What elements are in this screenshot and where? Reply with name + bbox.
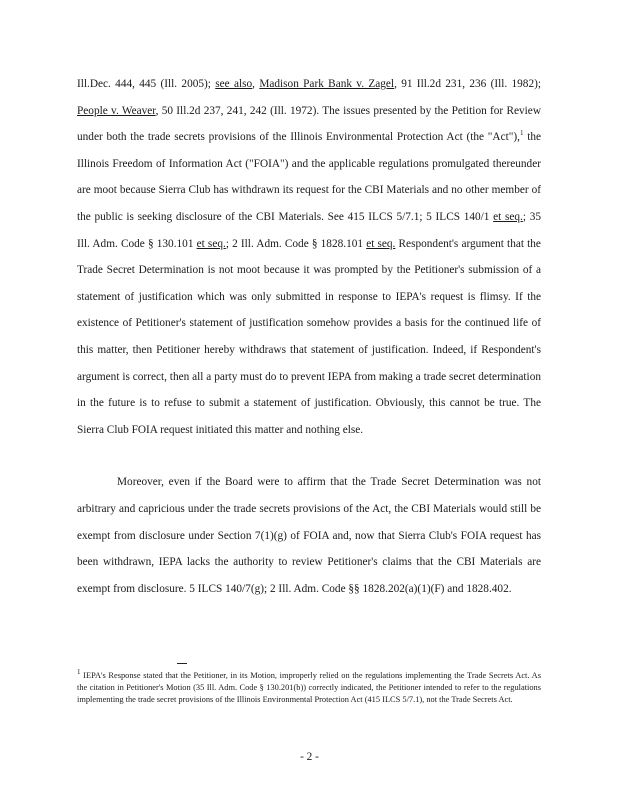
et-seq: et seq. <box>366 237 396 250</box>
citation-signal: see also <box>215 78 253 90</box>
text-run: ; 35 Ill. Adm. Code § 130.101 <box>77 210 541 250</box>
case-name: Madison Park Bank v. Zagel <box>259 78 395 90</box>
footnote-separator <box>177 663 187 664</box>
text-run: ; 2 Ill. Adm. Code § 1828.101 <box>225 237 367 250</box>
body-text <box>77 71 541 602</box>
et-seq: et seq. <box>493 210 523 223</box>
case-name: People v. Weaver <box>77 104 156 117</box>
footnote <box>77 670 541 707</box>
text-run: , 91 Ill.2d 231, 236 (Ill. 1982); <box>394 78 542 90</box>
et-seq: et seq. <box>196 237 226 250</box>
footnote-marker: 1 <box>77 668 81 677</box>
paragraph-1 <box>77 71 541 443</box>
footnote-text: IEPA's Response stated that the Petitioner, in its Motion, improperly relied on the regulations implementing the Trade Secrets Act. As the citation in Petitioner's Motion (35 Ill. Adm. Code § 130.201(b)) correctly indicated, the Petitioner intended to refer to the regulations implementing the trade secret provisions of the Illinois Environmental Protection Act (415 ILCS 5/7.1), not the Trade Secrets Act. <box>77 671 541 705</box>
text-run: the Illinois Freedom of Information Act ("FOIA") and the applicable regulations promulgated thereunder are moot because Sierra Club has withdrawn its request for the CBI Materials and no other member of the public is seeking disclosure of the CBI Materials. See 415 ILCS 5/7.1; 5 ILCS 140/1 <box>77 131 541 223</box>
text-run: Ill.Dec. 444, 445 (Ill. 2005); <box>77 78 216 90</box>
text-run: Respondent's argument that the Trade Secret Determination is not moot because it was prompted by the Petitioner's submission of a statement of justification which was only submitted in response to IEPA's request is flimsy. If the existence of Petitioner's statement of justification somehow provides a basis for the continued life of this matter, then Petitioner hereby withdraws that statement of justification. Indeed, if Respondent's argument is correct, then all a party must do to prevent IEPA from making a trade secret determination in the future is to refuse to submit a statement of justification. Obviously, this cannot be true. The Sierra Club FOIA request initiated this matter and nothing else. <box>77 237 541 436</box>
page-number: - 2 - <box>300 751 319 763</box>
text-run: , <box>252 78 260 90</box>
paragraph-2: Moreover, even if the Board were to affirm that the Trade Secret Determination was not arbitrary and capricious under the trade secrets provisions of the Act, the CBI Materials would still be exempt from disclosure under Section 7(1)(g) of FOIA and, now that Sierra Club's FOIA request has been withdrawn, IEPA lacks the authority to review Petitioner's claims that the CBI Materials are exempt from disclosure. 5 ILCS 140/7(g); 2 Ill. Adm. Code §§ 1828.202(a)(1)(F) and 1828.402. <box>77 476 541 595</box>
text-run: , 50 Ill.2d 237, 241, 242 (Ill. 1972). The issues presented by the Petition for Review under both the trade secrets provisions of the Illinois Environmental Protection Act (the "Act"), <box>77 104 541 144</box>
footnote-1 <box>77 670 541 707</box>
footnote-reference: 1 <box>519 129 524 138</box>
